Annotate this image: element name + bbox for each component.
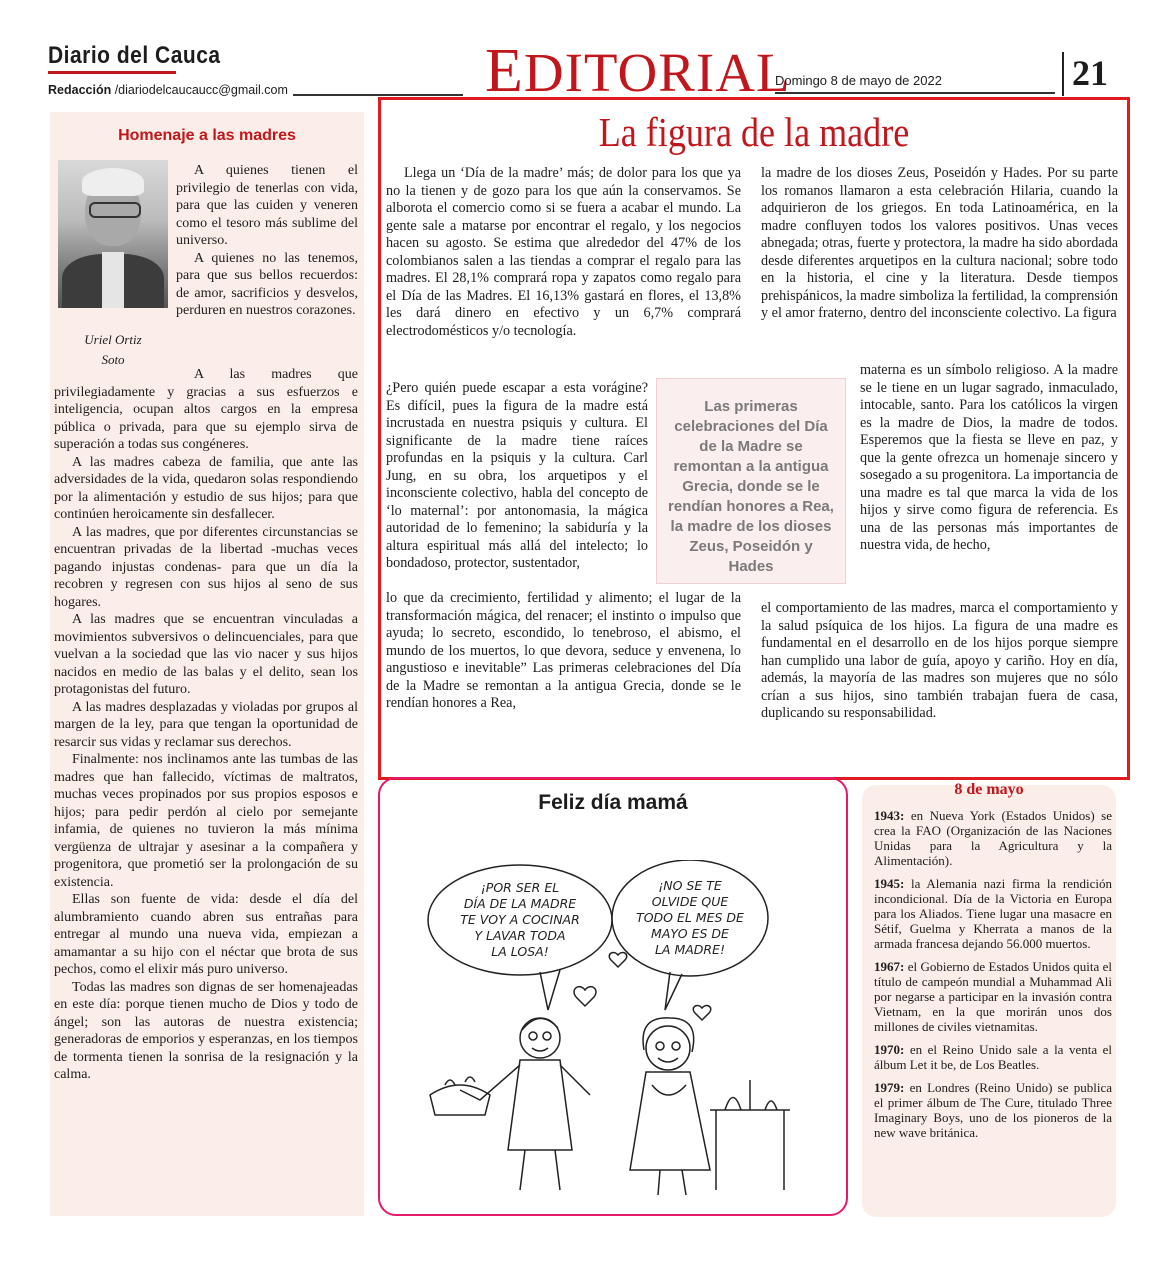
- svg-text:LA LOSA!: LA LOSA!: [491, 944, 549, 959]
- editorial-paragraph: la madre de los dioses Zeus, Poseidón y Hades. Por su parte los romanos llamaron a esta celebración Hilaria, cuando la adquirieron de los griegos. En toda Latinoamérica, en la madre confluyen todos los valores positivos. Unas veces abnegada; otras, fuerte y protectora, la madre ha sido abordada desde diferentes arquetipos en la cultura nacional; sobre todo en la historia, el cine y la literatura. Desde tiempos prehispánicos, la madre simboliza la fertilidad, la comprensión y el amor fraterno, dentro del inconsciente colectivo. La figura: [761, 165, 1118, 321]
- section-title-rest: DITORIAL: [523, 44, 791, 92]
- section-title: [485, 44, 791, 92]
- svg-text:MAYO ES DE: MAYO ES DE: [651, 926, 729, 941]
- opinion-paragraph: A quienes tienen el privilegio de tenerlas con vida, para que las cuiden y veneren como el tesoro más sublime del universo.: [176, 163, 358, 248]
- woman-dress: [630, 1072, 710, 1170]
- efemeride-item: [874, 1042, 1112, 1072]
- man-apron: [508, 1060, 572, 1150]
- editorial-col1-top: [386, 165, 741, 340]
- opinion-body: [54, 366, 358, 1084]
- efemerides-title: 8 de mayo: [954, 781, 1024, 798]
- opinion-paragraph: A quienes no las tenemos, para que sus bellos recuerdos: de amor, sacrificios y desvelos, perduren en nuestros corazones.: [176, 250, 358, 318]
- opinion-paragraph: A las madres, que por diferentes circunstancias se encuentran privadas de la libertad -muchas veces pagando injustas condenas- para que un día la recobren y regresen con sus hijos al seno de sus hogares.: [54, 524, 358, 610]
- svg-text:¡NO SE TE: ¡NO SE TE: [658, 878, 722, 893]
- woman-head: [646, 1026, 690, 1070]
- svg-text:TE VOY A COCINAR: TE VOY A COCINAR: [460, 912, 580, 927]
- redaccion-label: Redacción: [48, 83, 112, 97]
- efemerides-list: [874, 808, 1112, 1148]
- opinion-paragraph: Finalmente: nos inclinamos ante las tumbas de las madres que han fallecido, víctimas de maltratos, muchas veces propinados por sus propios esposos e hijos; para pedir perdón al cielo por semejante infamia, de quienes no tuvieron la más mínima vergüenza de ultrajar y asesinar a la compañera y progenitora, que prometió ser la prolongación de su existencia.: [54, 752, 358, 890]
- editorial-paragraph: lo que da crecimiento, fertilidad y alimento; el lugar de la transformación mágica, del renacer; el instinto o impulso que ayuda; lo secreto, escondido, lo tenebroso, el abismo, el mundo de los muertos, lo que devora, seduce y envenena, lo angustioso e inevitable” Las primeras celebraciones del Día de la Madre se remontan a la antigua Grecia, donde se le rendían honores a Rea,: [386, 590, 741, 711]
- speech-bubble-right-text: [636, 878, 744, 957]
- editorial-paragraph: Llega un ‘Día de la madre’ más; de dolor para los que ya no la tienen y de gozo para los que aún la conservamos. Se alborota el comercio como si se fuera a acabar el mundo. La gente sale a matarse por encontrar el regalo, y los negocios hacen su agosto. Se estima que alrededor del 47% de los colombianos salen a las tiendas a comprar el regalo para las madres. El 28,1% comprará ropa y zapatos como regalo para el Día de las Madres. El 16,13% gastará en flores, el 13,8% les dará dinero en efectivo y un 6,7% comprará electrodomésticos y/o tecnología.: [386, 165, 741, 339]
- table: [710, 1110, 790, 1190]
- opinion-column-title: Homenaje a las madres: [118, 127, 296, 144]
- editorial-col1-mid: [386, 380, 648, 573]
- efemeride-text: en el Reino Unido sale a la venta el álbum Let it be, de Los Beatles.: [874, 1042, 1112, 1072]
- efemeride-text: el Gobierno de Estados Unidos quita el título de campeón mundial a Muhammad Ali por negarse a participar en la invasión contra Vietnam, en la que morirán unos dos millones de civiles vietnamitas.: [874, 959, 1112, 1034]
- opinion-intro: [176, 162, 358, 320]
- opinion-paragraph: A las madres desplazadas y violadas por grupos al margen de la ley, para que tengan la oportunidad de resarcir sus vidas y reclamar sus derechos.: [54, 699, 358, 750]
- author-name: [66, 330, 160, 370]
- issue-date: Domingo 8 de mayo de 2022: [775, 73, 942, 88]
- efemeride-year: 1979:: [874, 1080, 905, 1095]
- editorial-paragraph: el comportamiento de las madres, marca el comportamiento y la salud psíquica de los hijos. La figura de una madre es fundamental en el desarrollo en de los hijos porque siempre han cumplido una labor de guía, apoyo y cariño. Hoy en día, además, la mayoría de las madres son mujeres que no sólo crían a sus hijos, sino también trabajan fuera de casa, duplicando su responsabilidad.: [761, 600, 1118, 721]
- svg-text:OLVIDE QUE: OLVIDE QUE: [651, 894, 729, 909]
- heart-icon: [609, 953, 626, 967]
- editorial-title: La figura de la madre: [598, 109, 910, 155]
- editorial-col2-mid: [860, 362, 1118, 555]
- pull-quote: Las primeras celebraciones del Día de la Madre se remontan a la antigua Grecia, donde se le rendían honores a Rea, la madre de los dioses Zeus, Poseidón y Hades: [656, 378, 846, 584]
- efemeride-year: 1945:: [874, 876, 905, 891]
- svg-text:DÍA DE LA MADRE: DÍA DE LA MADRE: [463, 896, 577, 911]
- svg-text:TODO EL MES DE: TODO EL MES DE: [636, 910, 744, 925]
- cartoon-title: Feliz día mamá: [538, 791, 688, 814]
- header-rule-right: [775, 92, 1055, 94]
- header-rule-left: [293, 94, 463, 96]
- cartoon-illustration: [420, 860, 820, 1200]
- redaccion-line: [48, 83, 288, 97]
- redaccion-email: /diariodelcaucaucc@gmail.com: [111, 83, 288, 97]
- efemeride-text: en Nueva York (Estados Unidos) se crea la FAO (Organización de las Naciones Unidas para la Agricultura y la Alimentación).: [874, 808, 1112, 868]
- efemeride-item: [874, 808, 1112, 868]
- page-number: 21: [1072, 53, 1108, 93]
- speech-bubble-left-text: [460, 880, 580, 959]
- editorial-paragraph: materna es un símbolo religioso. A la madre se le tiene en un lugar sagrado, inmaculado, intocable, santo. Para los católicos la virgen es la madre de Dios, la madre de todos. Esperemos que la fiesta se lleve en paz, y que la gente ofrezca un homenaje sincero y sosegado a su progenitora. La importancia de una madre es tal que marca la vida de los hijos y sirve como figura de referencia. Es una de las personas más importantes de nuestra vida, de hecho,: [860, 362, 1118, 553]
- heart-icon: [574, 987, 596, 1006]
- efemeride-item: [874, 959, 1112, 1034]
- opinion-paragraph: A las madres cabeza de familia, que ante las adversidades de la vida, quedaron solas respondiendo por la alimentación y estudio de sus hijos; para que continúen heroicamente sin desfallecer.: [54, 454, 358, 522]
- author-photo: [58, 160, 168, 308]
- efemeride-item: [874, 1080, 1112, 1140]
- opinion-paragraph: A las madres que se encuentran vinculadas a movimientos subversivos o delincuenciales, para que vuelvan a la sociedad que las vio nacer y sus hijos nacidos en medio de las balas y el delito, sean los protagonistas del futuro.: [54, 612, 358, 697]
- heart-icon: [693, 1006, 710, 1020]
- author-name-line2: Soto: [101, 352, 125, 367]
- efemeride-year: 1970:: [874, 1042, 905, 1057]
- efemeride-text: en Londres (Reino Unido) se publica el primer álbum de The Cure, titulado Three Imaginary Boys, uno de los pioneros de la new wave británica.: [874, 1080, 1112, 1140]
- masthead: Diario del Cauca: [48, 42, 221, 69]
- editorial-paragraph: ¿Pero quién puede escapar a esta vorágine? Es difícil, pues la figura de la madre está incrustada en nuestra psiquis y cultura. El significante de la madre tiene raíces profundas en la psiquis y la cultura. Carl Jung, en su obra, los arquetipos y el inconsciente colectivo, habla del concepto de ‘lo maternal’: por antonomasia, la mágica autoridad de lo femenino; la sabiduría y la altura espiritual más allá del intelecto; lo bondadoso, protector, sustentador,: [386, 380, 648, 571]
- editorial-col2-bottom: [761, 600, 1118, 723]
- svg-text:¡POR SER EL: ¡POR SER EL: [480, 880, 560, 895]
- page-number-divider: [1062, 52, 1064, 96]
- svg-text:LA MADRE!: LA MADRE!: [654, 942, 726, 957]
- editorial-col2-top: [761, 165, 1118, 323]
- section-title-initial: E: [485, 44, 524, 92]
- masthead-rule: [48, 71, 176, 74]
- efemeride-year: 1943:: [874, 808, 905, 823]
- efemeride-text: la Alemania nazi firma la rendición incondicional. Día de la Victoria en Europa para los Aliados. Tiene lugar una masacre en Sétif, Guelma y Kherrata a manos de la armada francesa dejando 56.000 muertos.: [874, 876, 1112, 951]
- efemeride-item: [874, 876, 1112, 951]
- opinion-paragraph: Todas las madres son dignas de ser homenajeadas en este día: porque tienen mucho de Dios y todo de ángel; son las autoras de nuestra existencia; generadoras de emporios y esperanzas, en los tiempos de tormenta tienen la sonrisa de la resignación y la calma.: [54, 979, 358, 1082]
- opinion-paragraph: Ellas son fuente de vida: desde el día del alumbramiento cuando abren sus entrañas para entregar al mundo una nueva vida, empiezan a amamantar a su hijo con el néctar que brota de sus pechos, como el elixir más puro universo.: [54, 892, 358, 977]
- author-name-line1: Uriel Ortiz: [84, 332, 142, 347]
- editorial-col1-bottom: [386, 590, 741, 713]
- svg-text:Y LAVAR TODA: Y LAVAR TODA: [474, 928, 566, 943]
- efemeride-year: 1967:: [874, 959, 905, 974]
- opinion-paragraph: A las madres que privilegiadamente y gracias a sus esfuerzos e inteligencia, ocupan altos cargos en la empresa pública o privada, para que su ejemplo sirva de superación a todas sus congéneres.: [54, 367, 358, 452]
